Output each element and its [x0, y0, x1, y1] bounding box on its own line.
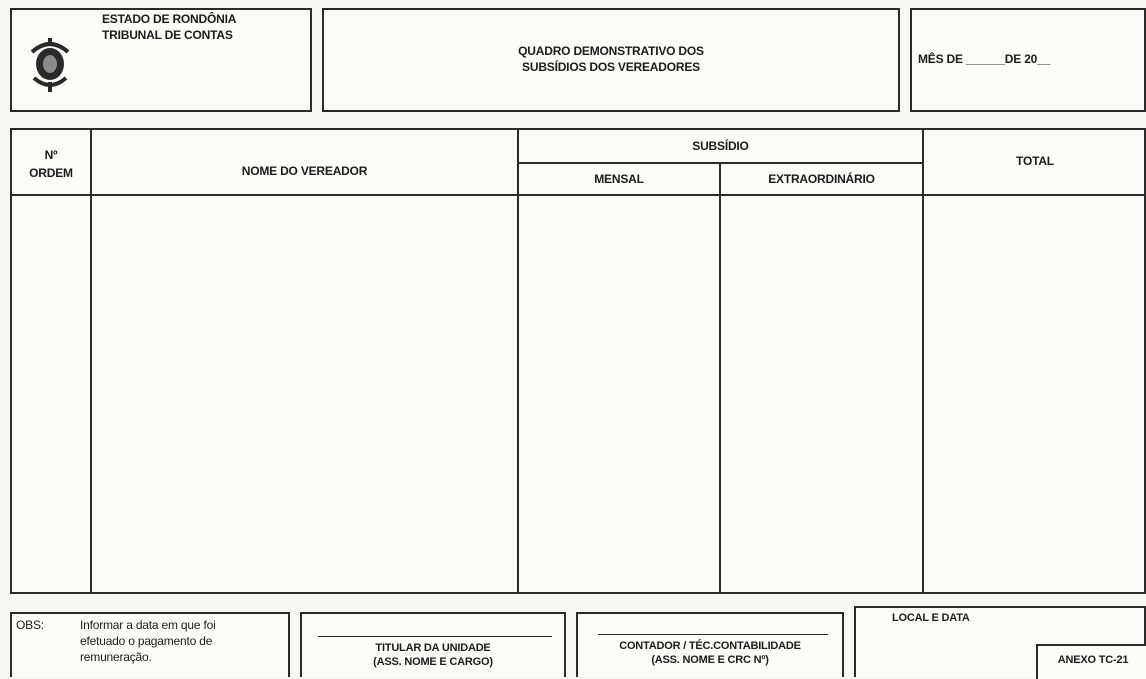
- obs-text-line1: Informar a data em que foi: [80, 618, 216, 632]
- obs-label: OBS:: [16, 618, 44, 632]
- col-divider-mensal: [719, 162, 721, 594]
- local-data-label: LOCAL E DATA: [892, 612, 970, 624]
- obs-box: [10, 612, 290, 677]
- col-header-mensal: MENSAL: [594, 172, 644, 186]
- subsidy-table: [10, 128, 1146, 594]
- col-header-order-num: Nº: [44, 148, 58, 162]
- anexo-label: ANEXO TC-21: [1057, 654, 1129, 666]
- state-name: ESTADO DE RONDÔNIA: [102, 12, 237, 26]
- form-title-line2: SUBSÍDIOS DOS VEREADORES: [522, 60, 700, 74]
- contador-sublabel: (ASS. NOME E CRC Nº): [651, 654, 769, 666]
- titular-label: TITULAR DA UNIDADE: [375, 642, 491, 654]
- titular-signature-box: [300, 612, 566, 677]
- col-divider-name: [517, 130, 519, 592]
- header-title-box: [322, 8, 900, 112]
- header-seal-box: [10, 8, 312, 112]
- local-data-box: [854, 606, 1146, 677]
- header-month-box: [910, 8, 1146, 112]
- obs-text-line3: remuneração.: [80, 650, 152, 664]
- col-header-subsidio: SUBSÍDIO: [692, 139, 749, 153]
- court-name: TRIBUNAL DE CONTAS: [102, 28, 233, 42]
- col-header-order: ORDEM: [29, 166, 73, 180]
- col-header-extra: EXTRAORDINÁRIO: [768, 172, 875, 186]
- col-header-name: NOME DO VEREADOR: [241, 164, 368, 178]
- header-row-divider: [12, 194, 1144, 196]
- contador-label: CONTADOR / TÉC.CONTABILIDADE: [619, 640, 801, 652]
- contador-signature-line: [598, 634, 828, 635]
- contador-signature-box: [576, 612, 844, 677]
- col-divider-order: [90, 130, 92, 592]
- month-field: MÊS DE ______DE 20__: [918, 52, 1051, 66]
- anexo-box: [1036, 644, 1146, 679]
- form-title-line1: QUADRO DEMONSTRATIVO DOS: [518, 44, 704, 58]
- coat-of-arms-icon: [28, 34, 72, 94]
- subsidio-divider: [517, 162, 922, 164]
- col-header-total: TOTAL: [1016, 154, 1054, 168]
- obs-text-line2: efetuado o pagamento de: [80, 634, 213, 648]
- titular-signature-line: [318, 636, 552, 637]
- titular-sublabel: (ASS. NOME E CARGO): [373, 656, 493, 668]
- col-divider-extra: [922, 130, 924, 592]
